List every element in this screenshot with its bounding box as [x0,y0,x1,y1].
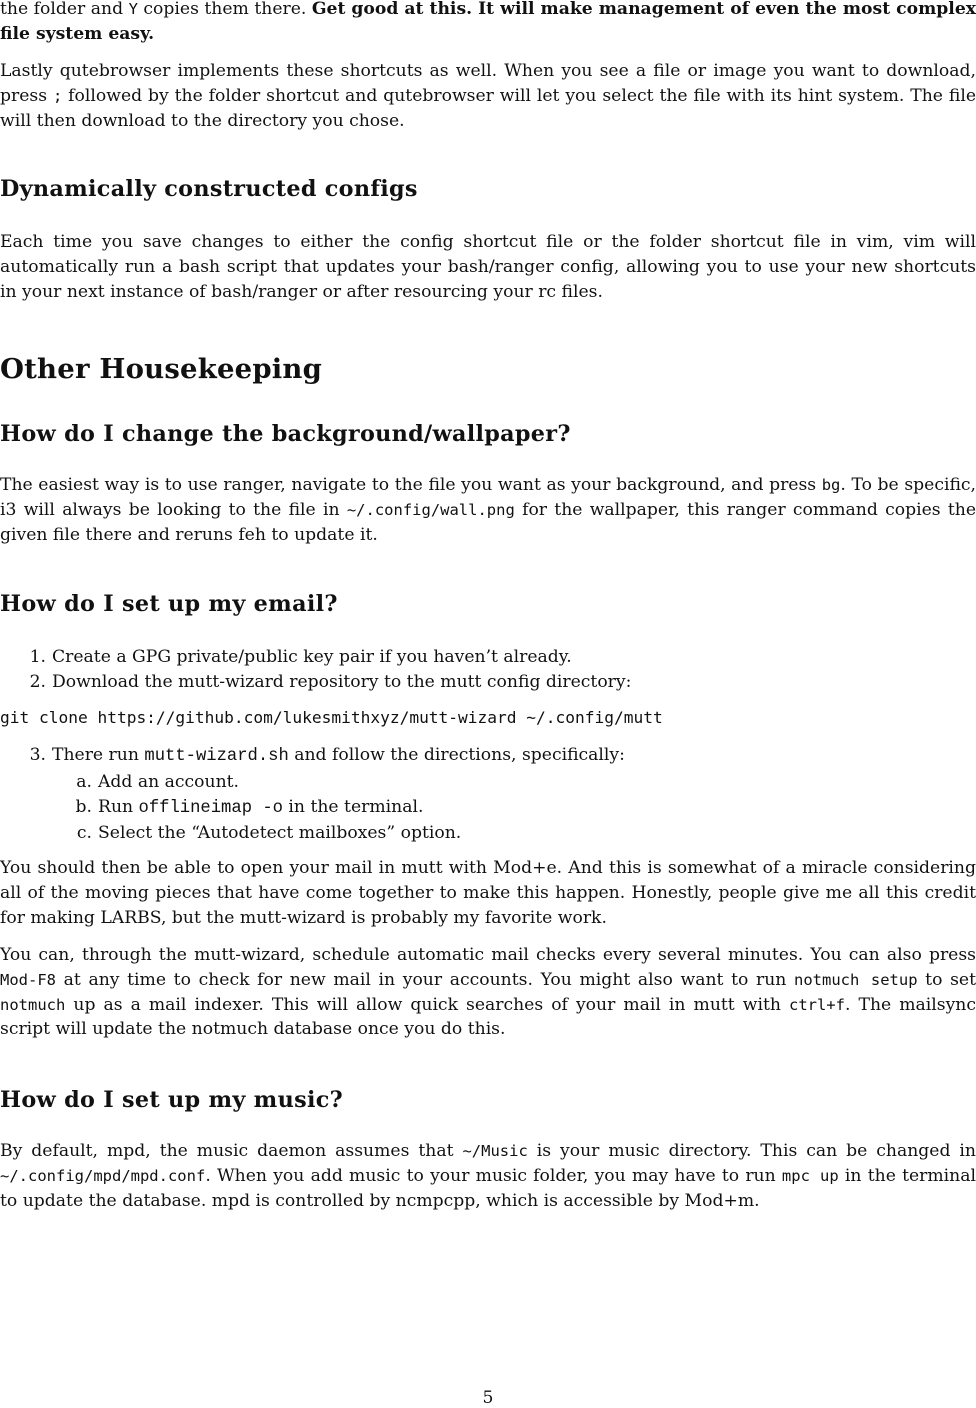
email-paragraph-1: You should then be able to open your mail in mutt with Mod+e. And this is somewhat of a miracle considering all of the moving pieces that have come together to make this happen. Honestly, people give me all this credit for making LARBS, but the mutt-wizard is probably my favorite work. [0,858,976,928]
heading-email: How do I set up my email? [0,591,338,617]
list-item: 3. There run mutt-wizard.sh and follow the directions, specifically: [29,745,625,766]
list-item: 1. Create a GPG private/public key pair if you haven’t already. [29,647,572,667]
qutebrowser-paragraph: Lastly qutebrowser implements these shortcuts as well. When you see a file or image you want to download, press ; followed by the folder shortcut and qutebrowser will let you select the file with its hint system. The file will then download to the directory you chose. [0,61,976,131]
list-item: 2. Download the mutt-wizard repository to the mutt config directory: [29,671,632,692]
page-number: 5 [482,1388,494,1408]
heading-music: How do I set up my music? [0,1087,343,1113]
list-item: c. Select the “Autodetect mailboxes” option. [76,823,462,844]
wallpaper-paragraph: The easiest way is to use ranger, navigate to the file you want as your background, and press bg. To be specific, i3 will always be looking to the file in ~/.config/wall.png for the wallpaper, this ranger command copies the given file there and reruns feh to update it. [0,475,976,545]
list-item: b. Run offlineimap -o in the terminal. [75,796,424,818]
heading-wallpaper: How do I change the background/wallpaper? [0,421,571,447]
heading-dynamic-configs: Dynamically constructed configs [0,176,418,202]
git-clone-command: git clone https://github.com/lukesmithxyz/mutt-wizard ~/.config/mutt [0,708,663,727]
heading-other-housekeeping: Other Housekeeping [0,353,323,385]
intro-paragraph: the folder and Y copies them there. Get good at this. It will make management of even the most complex file system easy. [0,0,976,44]
music-paragraph: By default, mpd, the music daemon assumes that ~/Music is your music directory. This can be changed in ~/.config/mpd/mpd.conf. When you add music to your music folder, you may have to run mpc up in the terminal to update the database. mpd is controlled by ncmpcpp, which is accessible by Mod+m. [0,1141,976,1211]
list-item: a. Add an account. [76,771,240,792]
dynamic-configs-paragraph: Each time you save changes to either the config shortcut file or the folder shortcut file in vim, vim will automatically run a bash script that updates your bash/ranger config, allowing you to use your new shortcuts in your next instance of bash/ranger or after resourcing your rc files. [0,232,976,302]
email-steps-list-continued [0,743,976,846]
email-paragraph-2: You can, through the mutt-wizard, schedule automatic mail checks every several minutes. You can also press Mod-F8 at any time to check for new mail in your accounts. You might also want to run notmuch setup to set notmuch up as a mail indexer. This will allow quick searches of your mail in mutt with ctrl+f. The mailsync script will update the notmuch database once you do this. [0,945,976,1040]
email-steps-list [0,645,976,695]
